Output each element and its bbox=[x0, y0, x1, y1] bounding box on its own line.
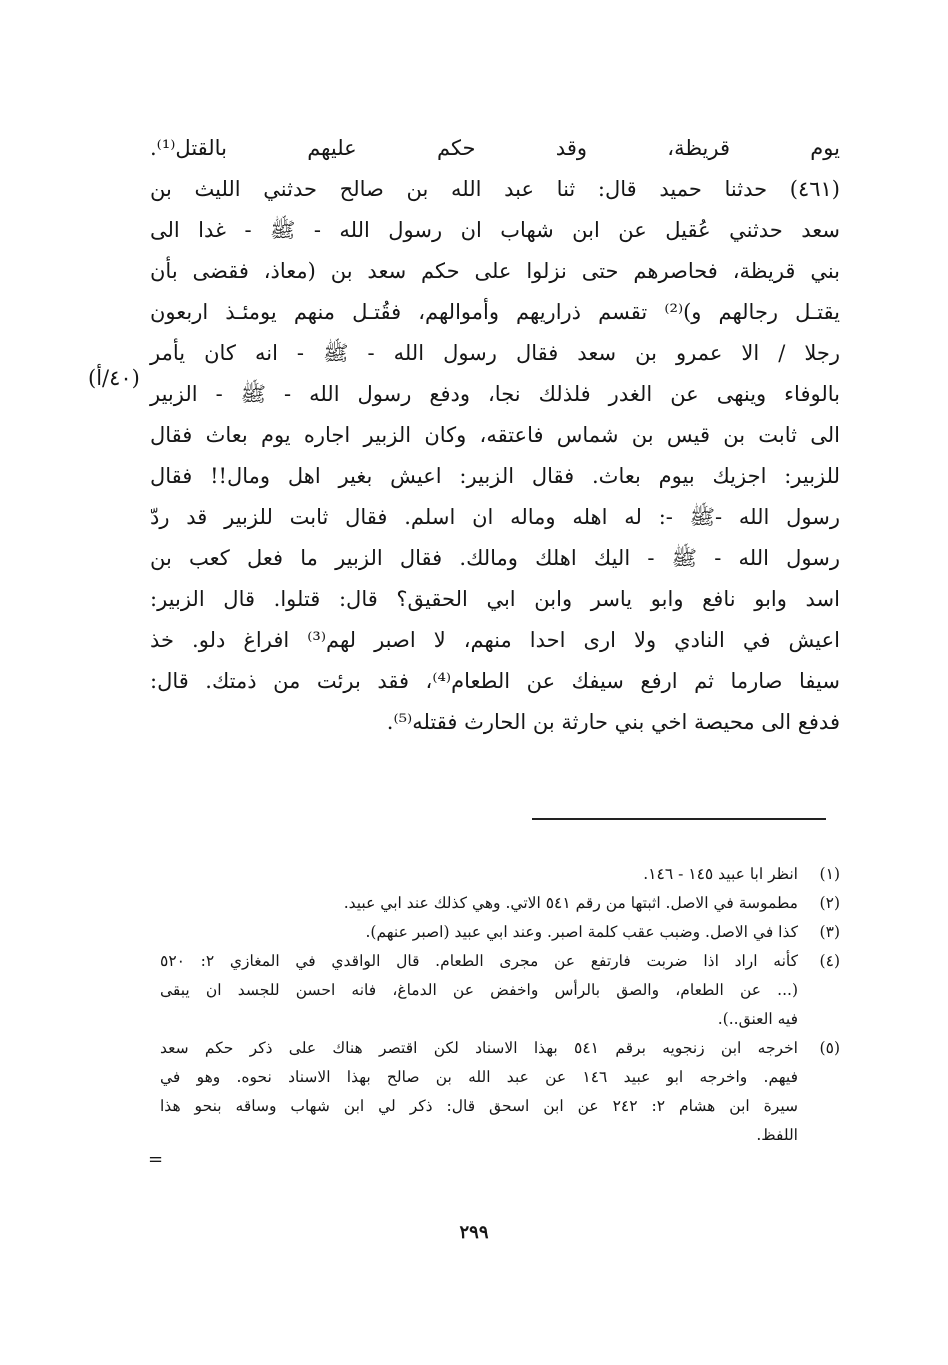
text-line-14: سيفا صارما ثم ارفع سيفك عن الطعام⁽⁴⁾، فقد برئت من ذمتك. قال: bbox=[150, 669, 840, 693]
footnote-number: (١) bbox=[819, 865, 840, 883]
text-line-6: رجلا / الا عمرو بن سعد فقال رسول الله - ﷺ - انه كان يأمر bbox=[150, 341, 840, 365]
footnote-number: (٥) bbox=[819, 1039, 840, 1057]
footnote-body bbox=[160, 947, 798, 1034]
text-line-5: يقتـل رجالهم و)⁽²⁾ تقسم ذراريهم وأموالهم، فقُتـل منهم يومئـذ اربعون bbox=[150, 300, 841, 324]
footnote-body bbox=[160, 889, 798, 918]
footnote-2 bbox=[160, 889, 840, 918]
footnote-line: كأنه اراد اذا ضربت فارتفع عن مجرى الطعام. قال الواقدي في المغازي ٢: ٥٢٠ bbox=[160, 952, 798, 970]
footnote-5 bbox=[160, 1034, 840, 1150]
text-line-11: رسول الله - ﷺ - اليك اهلك ومالك. فقال الزبير ما فعل كعب بن bbox=[150, 546, 840, 570]
footnote-3 bbox=[160, 918, 840, 947]
footnote-line: مطموسة في الاصل. اثبتها من رقم ٥٤١ الاتي. وهي كذلك عند ابي عبيد. bbox=[343, 894, 798, 912]
folio-marker: (٤٠/أ) bbox=[88, 366, 140, 390]
footnotes bbox=[160, 860, 840, 1150]
footnote-line: (... عن الطعام، والصق بالرأس واخفض عن الدماغ، فانه احسن للجسد ان يبقى bbox=[160, 981, 798, 999]
text-line-8: الى ثابت بن قيس بن شماس فاعتقه، وكان الزبير اجاره يوم بعاث فقال bbox=[150, 423, 840, 447]
footnote-line: فيه العنق..). bbox=[717, 1010, 798, 1028]
footnote-line: اللفظ. bbox=[756, 1126, 798, 1144]
continuation-mark: = bbox=[148, 1149, 164, 1170]
main-text-block bbox=[150, 128, 840, 743]
footnote-4 bbox=[160, 947, 840, 1034]
text-line-15: فدفع الى محيصة اخي بني حارثة بن الحارث فقتله⁽⁵⁾. bbox=[386, 710, 840, 734]
page-number: ٢٩٩ bbox=[459, 1222, 489, 1243]
footnote-body bbox=[160, 1034, 798, 1150]
text-line-1: يوم قريظة، وقد حكم عليهم بالقتل⁽¹⁾. bbox=[150, 136, 840, 160]
footnote-number: (٣) bbox=[819, 923, 840, 941]
text-line-7: بالوفاء وينهى عن الغدر فلذلك نجا، ودفع رسول الله - ﷺ - الزبير bbox=[150, 382, 840, 406]
text-line-13: اعيش في النادي ولا ارى احدا منهم، لا اصبر لهم⁽³⁾ افراغ دلو. خذ bbox=[150, 628, 840, 652]
footnote-body bbox=[160, 860, 798, 889]
footnote-line: سيرة ابن هشام ٢: ٢٤٢ عن ابن اسحق قال: ذكر لي ابن شهاب وساقه بنحو هذا bbox=[160, 1097, 798, 1115]
text-line-2: (٤٦١) حدثنا حميد قال: ثنا عبد الله بن صالح حدثني الليث بن bbox=[150, 177, 840, 201]
text-line-10: رسول الله -ﷺ -: له اهله وماله ان اسلم. فقال ثابت للزبير قد ردّ bbox=[150, 505, 840, 529]
text-line-3: سعد حدثني عُقيل عن ابن شهاب ان رسول الله - ﷺ - غدا الى bbox=[150, 218, 840, 242]
footnote-body bbox=[160, 918, 798, 947]
footnote-line: كذا في الاصل. وضبب عقب كلمة اصبر. وعند ابي عبيد (اصبر عنهم). bbox=[365, 923, 798, 941]
text-line-4: بني قريظة، فحاصرهم حتى نزلوا على حكم سعد بن (معاذ، فقضى بأن bbox=[150, 259, 840, 283]
footnote-1 bbox=[160, 860, 840, 889]
footnote-number: (٤) bbox=[819, 952, 840, 970]
footnote-number: (٢) bbox=[819, 894, 840, 912]
text-line-12: اسد وابو نافع وابو ياسر وابن ابي الحقيق؟ قال: قتلوا. قال الزبير: bbox=[150, 587, 840, 611]
footnote-separator bbox=[532, 818, 826, 820]
text-line-9: للزبير: اجزيك بيوم بعاث. فقال الزبير: اعيش بغير اهل ومال!! فقال bbox=[150, 464, 840, 488]
footnote-line: انظر ابا عبيد ١٤٥ - ١٤٦. bbox=[643, 865, 798, 883]
footnote-line: فيهم. واخرجه ابو عبيد ١٤٦ عن عبد الله بن صالح بهذا الاسناد نحوه. وهو في bbox=[160, 1068, 799, 1086]
footnote-line: اخرجه ابن زنجويه برقم ٥٤١ بهذا الاسناد لكن اقتصر هناك على ذكر حكم سعد bbox=[160, 1039, 798, 1057]
